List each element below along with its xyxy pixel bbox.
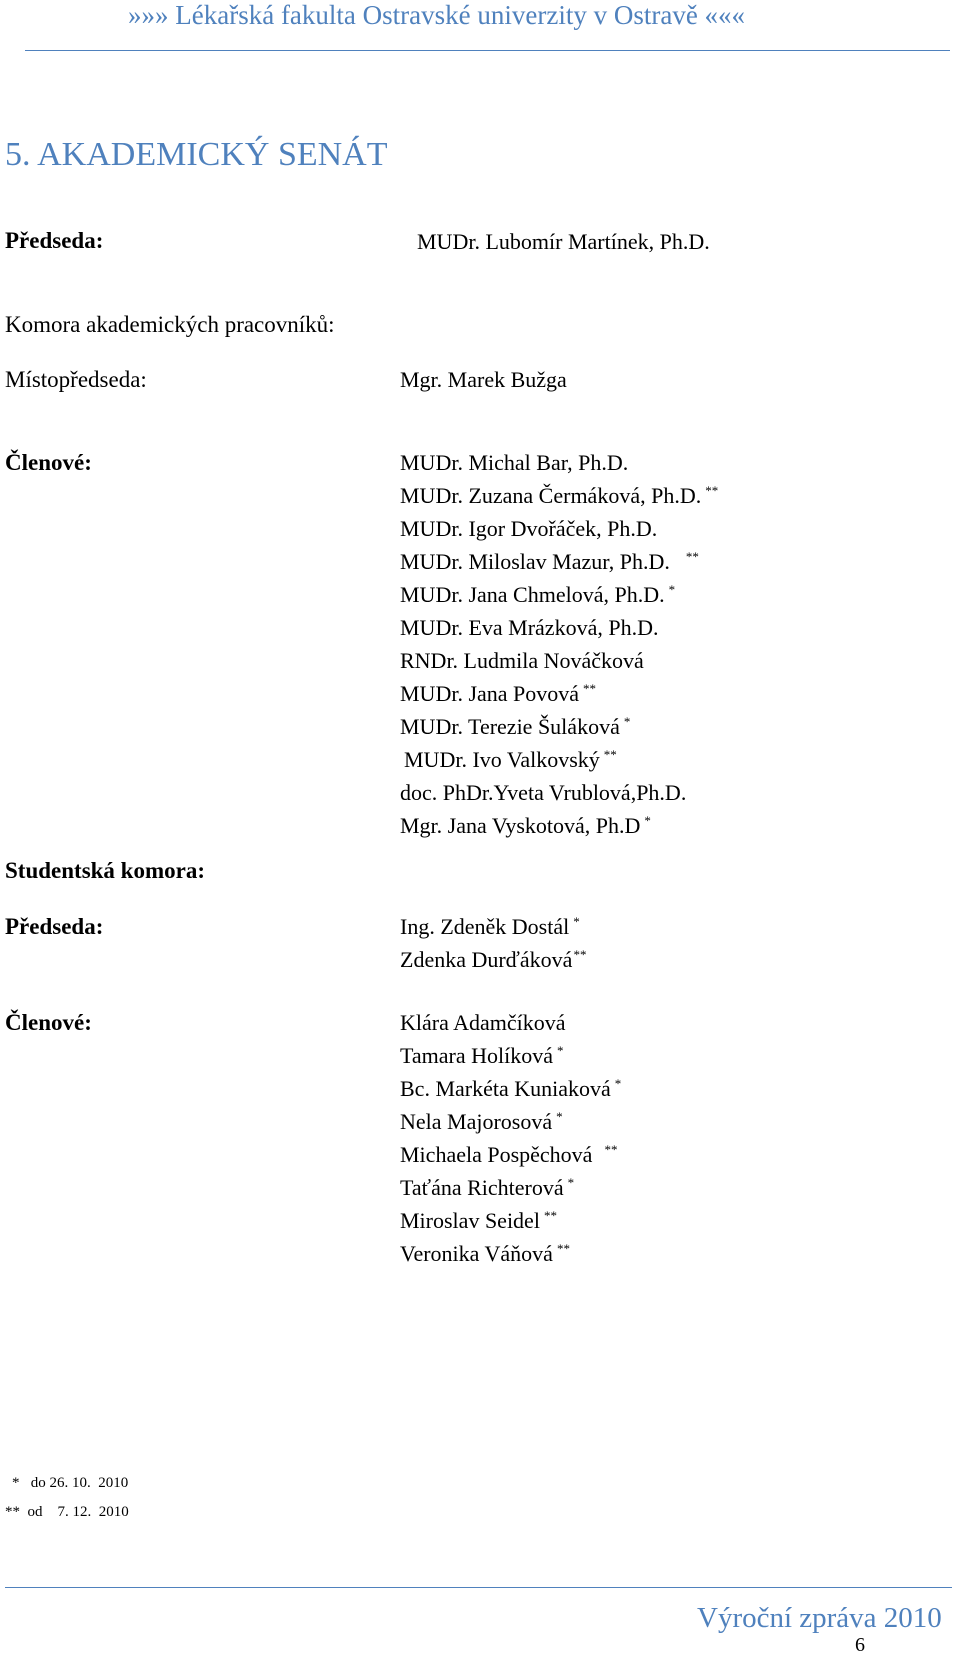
list-item [400, 611, 718, 644]
list-item [400, 644, 718, 677]
footnote-mark: ** [685, 548, 699, 564]
footnote-mark: * [556, 1108, 563, 1124]
footnote-mark: ** [573, 946, 587, 962]
member-name: Miroslav Seidel [400, 1208, 540, 1233]
member-name: Mgr. Jana Vyskotová, Ph.D [400, 813, 641, 838]
academic-members-list [400, 446, 718, 842]
member-name: MUDr. Miloslav Mazur, Ph.D. [400, 549, 670, 574]
member-name: MUDr. Jana Povová [400, 681, 580, 706]
list-item [400, 1138, 621, 1171]
running-header: »»» Lékařská fakulta Ostravské univerzity v Ostravě ««« [128, 0, 746, 30]
footnote-mark: ** [705, 482, 719, 498]
footnote-mark: * [557, 1042, 564, 1058]
list-item [400, 1006, 621, 1039]
footnote-mark: ** [583, 680, 597, 696]
footnote-mark: ** [604, 1141, 618, 1157]
student-chair-label: Předseda: [5, 914, 104, 939]
member-name: MUDr. Michal Bar, Ph.D. [400, 450, 629, 475]
academic-chamber-heading: Komora akademických pracovníků: [5, 312, 335, 337]
chair-label: Předseda: [5, 228, 104, 253]
member-name: MUDr. Terezie Šuláková [400, 714, 620, 739]
footnote-mark: * [614, 1075, 622, 1091]
footnote-symbol: ** [5, 1504, 20, 1520]
header-rule [25, 50, 950, 51]
list-item [400, 677, 718, 710]
footnote-text: od 7. 12. 2010 [27, 1504, 129, 1520]
member-name: MUDr. Eva Mrázková, Ph.D. [400, 615, 659, 640]
list-item [400, 910, 586, 943]
member-name: Klára Adamčíková [400, 1010, 566, 1035]
member-name: Ing. Zdeněk Dostál [400, 914, 570, 939]
list-item [400, 1237, 621, 1270]
member-name: MUDr. Ivo Valkovský [404, 747, 600, 772]
academic-members-label: Členové: [5, 450, 92, 475]
member-name: doc. PhDr.Yveta Vrublová,Ph.D. [400, 780, 687, 805]
student-chamber-heading: Studentská komora: [5, 858, 206, 883]
list-item [400, 943, 586, 976]
footnote-mark: ** [603, 746, 617, 762]
member-name: Veronika Váňová [400, 1241, 553, 1266]
list-item [400, 710, 718, 743]
footnote-mark: * [567, 1174, 575, 1190]
list-item [400, 1039, 621, 1072]
list-item [400, 1171, 621, 1204]
member-name: Taťána Richterová [400, 1175, 564, 1200]
student-members-list [400, 1006, 621, 1270]
list-item [400, 809, 718, 842]
student-members-label: Členové: [5, 1010, 92, 1035]
section-title: 5. AKADEMICKÝ SENÁT [5, 136, 388, 173]
list-item [400, 512, 718, 545]
list-item [400, 776, 718, 809]
footnote-symbol: * [12, 1475, 20, 1491]
list-item [400, 1072, 621, 1105]
footnote-mark: * [668, 581, 676, 597]
list-item [400, 1105, 621, 1138]
list-item [400, 578, 718, 611]
footnote-mark: ** [543, 1207, 557, 1223]
footer-rule [5, 1587, 952, 1588]
member-name: MUDr. Jana Chmelová, Ph.D. [400, 582, 665, 607]
member-name: Nela Majorosová [400, 1109, 553, 1134]
footnote-text: do 26. 10. 2010 [30, 1475, 129, 1491]
page-number: 6 [855, 1634, 865, 1656]
member-name: Tamara Holíková [400, 1043, 554, 1068]
footnote-mark: * [623, 713, 631, 729]
footnote-mark: * [644, 812, 651, 828]
list-item [400, 545, 718, 578]
footnote-mark: * [573, 913, 580, 929]
footnote-2 [5, 1504, 129, 1521]
list-item [400, 446, 718, 479]
footnote-mark: ** [556, 1240, 570, 1256]
footnote-1 [12, 1475, 128, 1492]
member-name: MUDr. Igor Dvořáček, Ph.D. [400, 516, 658, 541]
footer-title: Výroční zpráva 2010 [697, 1602, 942, 1634]
member-name: RNDr. Ludmila Nováčková [400, 648, 644, 673]
member-name: Zdenka Durďáková [400, 947, 573, 972]
list-item [400, 479, 718, 512]
list-item [400, 1204, 621, 1237]
chair-name: MUDr. Lubomír Martínek, Ph.D. [417, 229, 710, 254]
vice-chair-label: Místopředseda: [5, 367, 147, 392]
member-name: Bc. Markéta Kuniaková [400, 1076, 611, 1101]
member-name: MUDr. Zuzana Čermáková, Ph.D. [400, 483, 702, 508]
list-item [400, 743, 718, 776]
student-chairs-list [400, 910, 586, 976]
member-name: Michaela Pospěchová [400, 1142, 593, 1167]
vice-chair-name: Mgr. Marek Bužga [400, 367, 567, 392]
